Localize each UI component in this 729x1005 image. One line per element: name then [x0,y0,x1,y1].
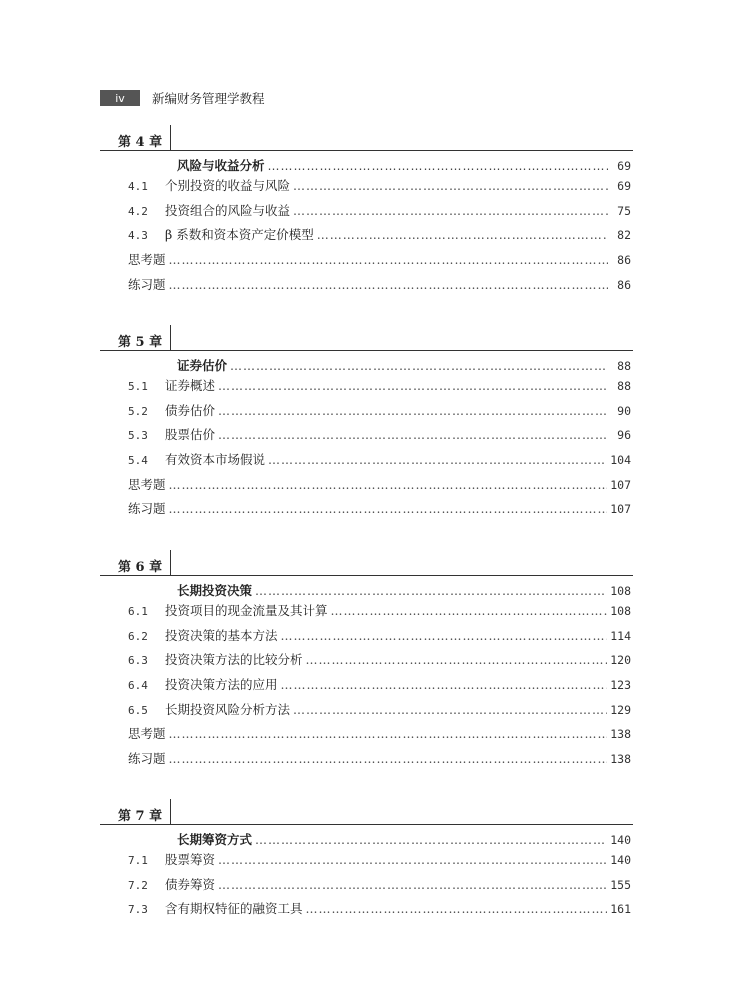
page-ref: 88 [617,379,631,393]
section-title: 练习题 [128,751,166,766]
page-ref: 107 [610,502,631,516]
page-ref: 86 [617,253,631,267]
chapter-title: 长期筹资方式 [177,832,253,847]
toc-entry[interactable] [128,226,631,244]
page-ref: 75 [617,204,631,218]
leader-dots [169,750,608,768]
toc-entry[interactable] [128,177,631,195]
chapter-5 [100,325,633,525]
toc-entry[interactable] [128,851,631,869]
section-title: 个别投资的收益与风险 [165,178,291,193]
leader-dots [306,900,608,918]
chapter-title-row[interactable] [177,357,631,375]
section-number: 6.3 [128,654,148,667]
section-title: 有效资本市场假说 [165,452,266,467]
chapter-title-row[interactable] [177,157,631,175]
section-title: 投资项目的现金流量及其计算 [165,603,328,618]
divider [100,575,633,576]
chapter-title: 证券估价 [177,358,228,373]
section-title: 债券筹资 [165,877,216,892]
page-number-tab: iv [100,90,140,106]
section-number: 4.3 [128,229,148,242]
section-title: 债券估价 [165,403,216,418]
toc-entry[interactable] [128,701,631,719]
page-ref: 88 [617,359,631,373]
chapter-title-row[interactable] [177,582,631,600]
page-ref: 155 [610,878,631,892]
leader-dots [169,276,608,294]
leader-dots [218,426,608,444]
section-title: 长期投资风险分析方法 [165,702,291,717]
toc-entry[interactable] [128,276,631,294]
section-number: 4.2 [128,205,148,218]
section-title: 思考题 [128,726,166,741]
leader-dots [255,831,607,849]
section-number: 4.1 [128,180,148,193]
section-number: 7.1 [128,854,148,867]
page-ref: 108 [610,584,631,598]
chapter-6 [100,550,633,775]
leader-dots [169,725,608,743]
chapter-title-row[interactable] [177,831,631,849]
book-title: 新编财务管理学教程 [152,91,265,106]
section-number: 6.2 [128,630,148,643]
section-title: 投资决策方法的比较分析 [165,652,303,667]
leader-dots [331,602,608,620]
page-ref: 86 [617,278,631,292]
chapter-title: 长期投资决策 [177,583,253,598]
leader-dots [281,627,608,645]
section-number: 7.2 [128,879,148,892]
toc-entry[interactable] [128,500,631,518]
page-ref: 69 [617,179,631,193]
divider [170,550,171,575]
leader-dots [230,357,608,375]
leader-dots [293,701,607,719]
page-ref: 96 [617,428,631,442]
section-number: 5.1 [128,380,148,393]
leader-dots [218,377,608,395]
page-ref: 90 [617,404,631,418]
section-number: 7.3 [128,903,148,916]
leader-dots [169,500,608,518]
section-title: 投资决策的基本方法 [165,628,278,643]
page-ref: 138 [610,752,631,766]
section-number: 6.4 [128,679,148,692]
leader-dots [268,157,608,175]
toc-entry[interactable] [128,402,631,420]
divider [170,799,171,824]
leader-dots [169,251,608,269]
toc-entry[interactable] [128,725,631,743]
divider [170,325,171,350]
chapter-label: 第 5 章 [118,335,163,350]
toc-entry[interactable] [128,202,631,220]
page-ref: 104 [610,453,631,467]
page-ref: 114 [610,629,631,643]
page-ref: 140 [610,833,631,847]
toc-entry[interactable] [128,900,631,918]
chapter-label: 第 7 章 [118,809,163,824]
toc-entry[interactable] [128,651,631,669]
leader-dots [255,582,607,600]
toc-entry[interactable] [128,426,631,444]
chapter-label: 第 4 章 [118,135,163,150]
chapter-4 [100,125,633,305]
section-title: 股票筹资 [165,852,216,867]
divider [100,350,633,351]
leader-dots [306,651,608,669]
section-title: 练习题 [128,277,166,292]
chapter-label: 第 6 章 [118,560,163,575]
section-title: 含有期权特征的融资工具 [165,901,303,916]
toc-entry[interactable] [128,676,631,694]
section-title: 思考题 [128,252,166,267]
leader-dots [293,202,608,220]
toc-entry[interactable] [128,876,631,894]
section-number: 5.4 [128,454,148,467]
leader-dots [281,676,608,694]
section-title: 证券概述 [165,378,216,393]
section-number: 6.1 [128,605,148,618]
chapter-7 [100,799,633,929]
section-title: 投资决策方法的应用 [165,677,278,692]
toc-entry[interactable] [128,377,631,395]
leader-dots [293,177,608,195]
page-ref: 120 [610,653,631,667]
divider [100,824,633,825]
page-ref: 123 [610,678,631,692]
section-title: 投资组合的风险与收益 [165,203,291,218]
chapter-title: 风险与收益分析 [177,158,265,173]
toc-entry[interactable] [128,476,631,494]
divider [100,150,633,151]
page-ref: 138 [610,727,631,741]
page-ref: 108 [610,604,631,618]
section-title: 练习题 [128,501,166,516]
section-title: 股票估价 [165,427,216,442]
section-title: 思考题 [128,477,166,492]
page-ref: 69 [617,159,631,173]
page-ref: 107 [610,478,631,492]
toc-entry[interactable] [128,451,631,469]
page-ref: 129 [610,703,631,717]
leader-dots [268,451,607,469]
page-ref: 140 [610,853,631,867]
page-ref: 161 [610,902,631,916]
divider [170,125,171,150]
toc-entry[interactable] [128,750,631,768]
page-ref: 82 [617,228,631,242]
section-number: 5.2 [128,405,148,418]
section-number: 6.5 [128,704,148,717]
leader-dots [218,851,607,869]
section-title: β 系数和资本资产定价模型 [165,227,314,242]
leader-dots [218,876,607,894]
running-header [100,90,265,106]
toc-entry[interactable] [128,251,631,269]
leader-dots [218,402,608,420]
leader-dots [317,226,608,244]
toc-entry[interactable] [128,602,631,620]
section-number: 5.3 [128,429,148,442]
toc-entry[interactable] [128,627,631,645]
leader-dots [169,476,608,494]
